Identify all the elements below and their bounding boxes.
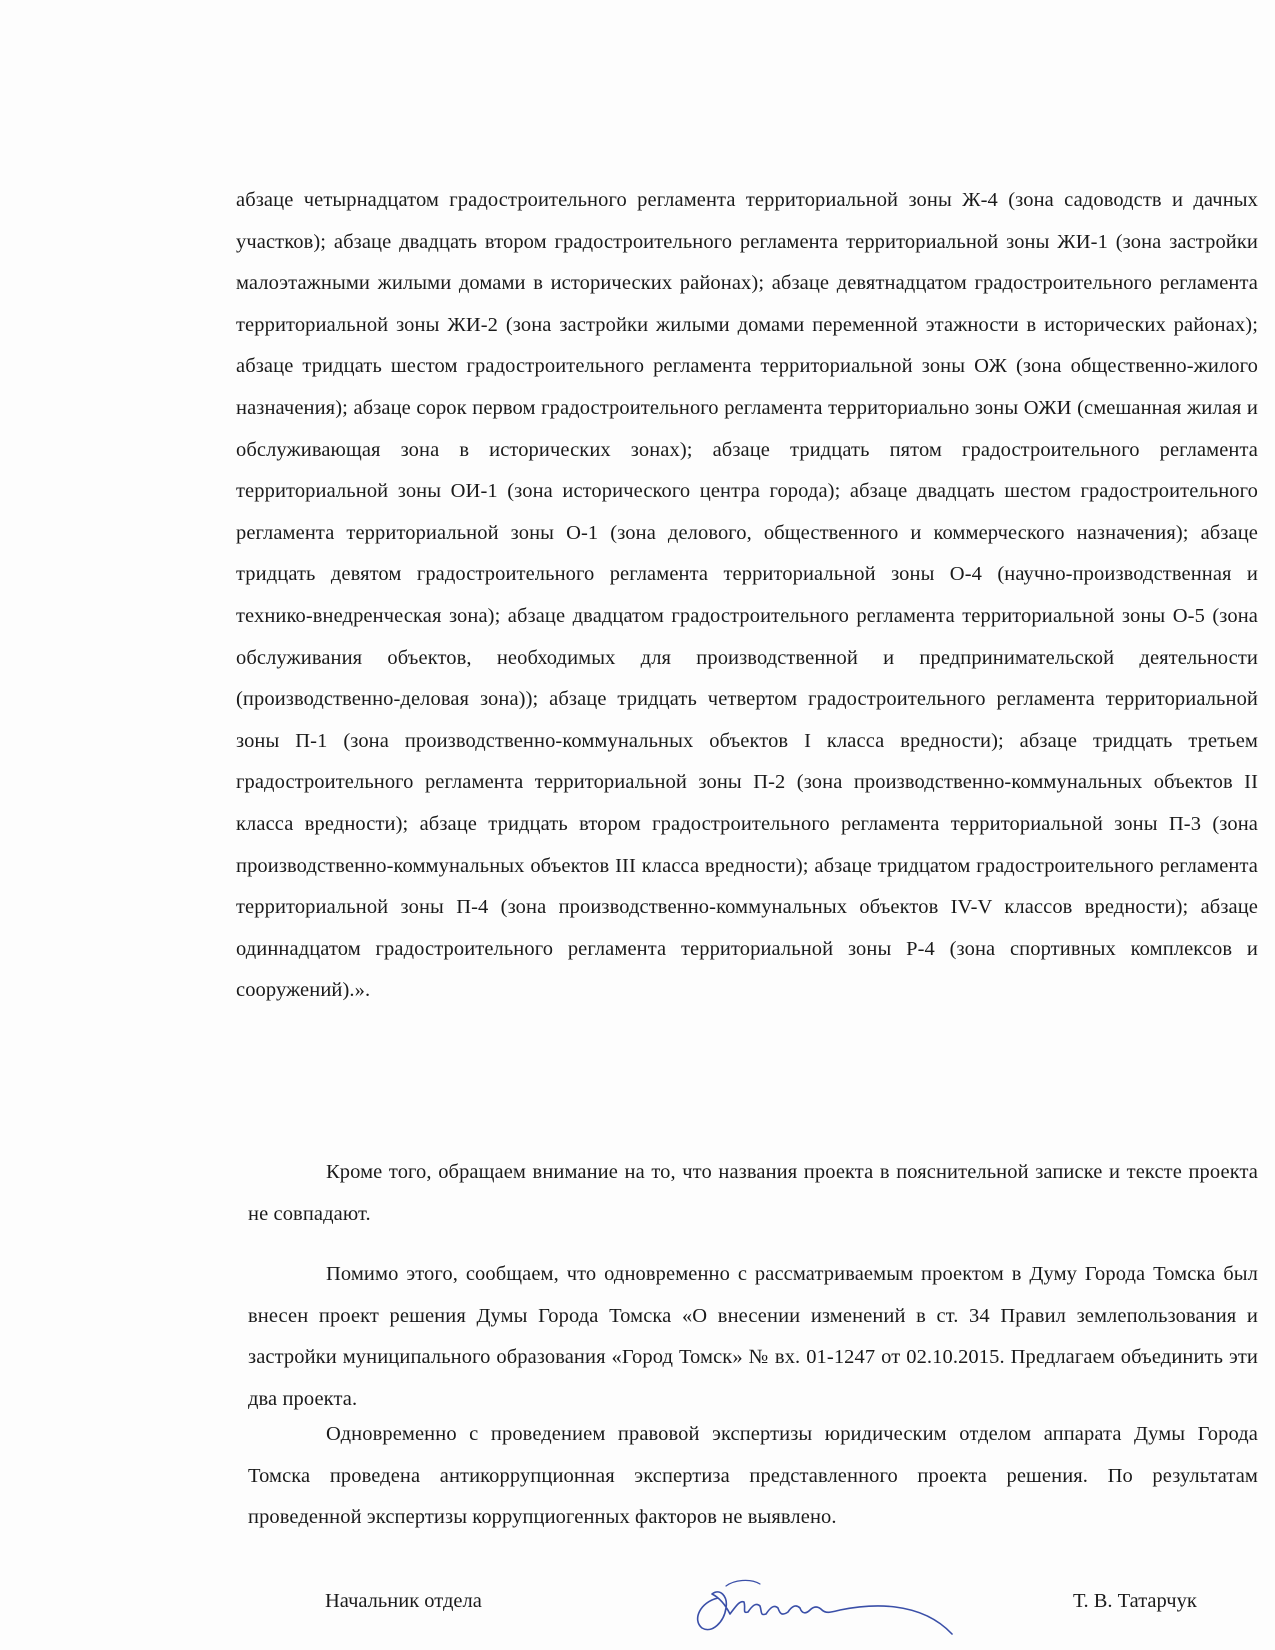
signatory-name: Т. В. Татарчук: [1073, 1590, 1197, 1612]
handwritten-signature-icon: [690, 1576, 960, 1636]
paragraph-zones-list: абзаце четырнадцатом градостроительного регламента территориальной зоны Ж-4 (зона садоводств и дачных участков); абзаце двадцать втором градостроительного регламента территориальной зоны ЖИ-1 (зона застройки малоэтажными жилыми домами в исторических районах); абзаце девятнадцатом градостроительного регламента территориальной зоны ЖИ-2 (зона застройки жилыми домами переменной этажности в исторических районах); абзаце тридцать шестом градостроительного регламента территориальной зоны ОЖ (зона общественно-жилого назначения); абзаце сорок первом градостроительного регламента территориально зоны ОЖИ (смешанная жилая и обслуживающая зона в исторических зонах); абзаце тридцать пятом градостроительного регламента территориальной зоны ОИ-1 (зона исторического центра города); абзаце двадцать шестом градостроительного регламента территориальной зоны О-1 (зона делового, общественного и коммерческого назначения); абзаце тридцать девятом градостроительного регламента территориальной зоны О-4 (научно-производственная и технико-внедренческая зона); абзаце двадцатом градостроительного регламента территориальной зоны О-5 (зона обслуживания объектов, необходимых для производственной и предпринимательской деятельности (производственно-деловая зона)); абзаце тридцать четвертом градостроительного регламента территориальной зоны П-1 (зона производственно-коммунальных объектов I класса вредности); абзаце тридцать третьем градостроительного регламента территориальной зоны П-2 (зона производственно-коммунальных объектов II класса вредности); абзаце тридцать втором градостроительного регламента территориальной зоны П-3 (зона производственно-коммунальных объектов III класса вредности); абзаце тридцатом градостроительного регламента территориальной зоны П-4 (зона производственно-коммунальных объектов IV-V классов вредности); абзаце одиннадцатом градостроительного регламента территориальной зоны Р-4 (зона спортивных комплексов и сооружений).».: [236, 189, 1258, 1002]
paragraph-merge-proposal: Помимо этого, сообщаем, что одновременно с рассматриваемым проектом в Думу Города Томска был внесен проект решения Думы Города Томска «О внесении изменений в ст. 34 Правил землепользования и застройки муниципального образования «Город Томск» № вх. 01-1247 от 02.10.2015. Предлагаем объединить эти два проекта.: [248, 1263, 1258, 1410]
signature-block: [0, 1576, 1275, 1636]
paragraph-title-mismatch: Кроме того, обращаем внимание на то, что названия проекта в пояснительной записке и тексте проекта не совпадают.: [248, 1161, 1258, 1225]
paragraph-anticorruption: Одновременно с проведением правовой экспертизы юридическим отделом аппарата Думы Города Томска проведена антикоррупционная экспертиза представленного проекта решения. По результатам проведенной экспертизы коррупциогенных факторов не выявлено.: [248, 1423, 1258, 1529]
signatory-position: Начальник отдела: [325, 1590, 482, 1612]
